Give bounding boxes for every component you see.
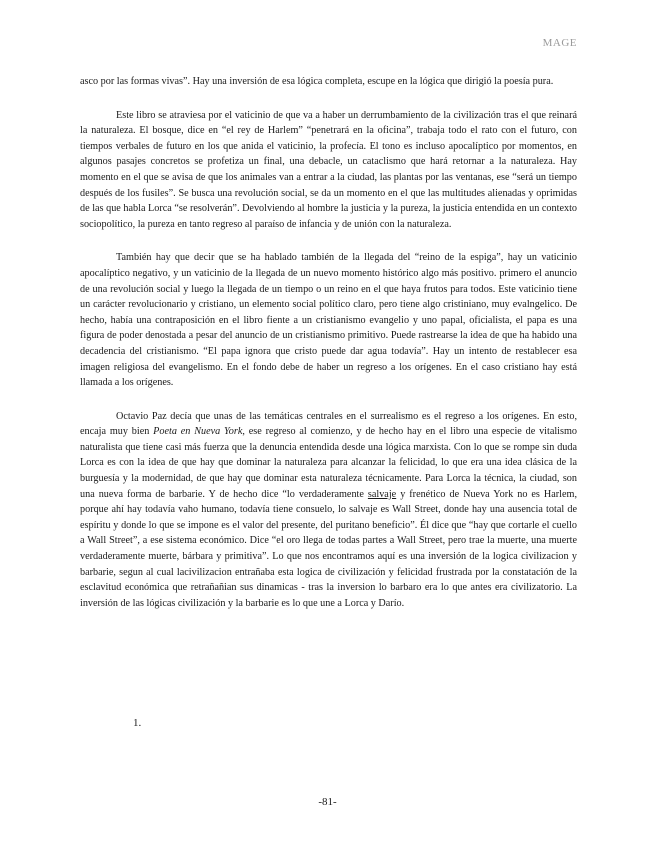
paragraph-2: Este libro se atraviesa por el vaticinio de que va a haber un derrumbamiento de la civilización tras el que reinará la naturaleza. El bosque, dice en “el rey de Harlem” “penetrará en la oficina”, trabaja todo el rato con el futuro, con tiempos verbales de futuro en los que anida el vaticinio, la profecía. El tono es incluso apocalíptico por momentos, en algunos pasajes concretos se profetiza un final, una debacle, un cataclismo que hará retornar a la naturaleza. Hay momento en el que se avisa de que los animales van a entrar a la ciudad, las plantas por las ventanas, ese “será un tiempo después de los fusiles”. Se busca una revolución social, se da un momento en el que las multitudes alienadas y oprimidas de las que habla Lorca “se resolverán”. Devolviendo al hombre la justicia y la pureza, la justicia entendida en un contexto sociopolítico, la pureza en tanto regreso al paraíso de infancia y de unión con la naturaleza. (80, 109, 577, 230)
paragraph-4-text-c: y frenético de Nueva York no es Harlem, porque ahí hay todavía vaho humano, todavía tiene consuelo, lo salvaje es Wall Street, donde hay una ausencia total de espíritu y donde lo que se impone es el valor del presente, del puritano beneficio”. Él dice que “hay que cortarle el cuello a Wall Street”, a ese sistema económico. Dice “el oro llega de todas partes a Wall Street, pero trae la muerte, una muerte verdaderamente muerte, bárbara y primitiva”. Lo que nos encontramos aquí es una inversión de la logica civilizacion y barbarie, segun al cual lacivilizacion entrañaba esta logica de civilización y felicidad frustrada por la constatación de la esclavitud económica que retrañañian sus dinamicas - tras la inversion lo barbaro era lo que antes era civilizatorio. La inversión de las lógicas civilización y la barbarie es lo que une a Lorca y Darío. (80, 488, 577, 609)
page-number: -81- (318, 796, 337, 808)
paragraph-4-text-a: Octavio Paz decía que unas de las temáticas centrales en el surrealismo es el regreso a los orígenes. En esto, encaja muy bien (80, 410, 577, 438)
book-title: Poeta en Nueva York (153, 426, 243, 438)
running-header: MAGE (542, 37, 577, 49)
document-body (80, 74, 577, 629)
footnote-marker: 1. (133, 717, 142, 729)
paragraph-3: También hay que decir que se ha hablado también de la llegada del “reino de la espiga”, hay un vaticinio apocalíptico negativo, y un vaticinio de la llegada de un nuevo momento histórico algo más positivo. primero el anuncio de una revolución social y luego la llegada de un tiempo o un reino en el que haya frutos para todos. Este vaticinio tiene un carácter revolucionario y cristiano, un elemento social político claro, pero tiene algo cristiniano, muy evalngelico. De hecho, había una contraposición en el libro fiente a un cristianismo evangelio y uno papal, oficialista, el papa es una figura de poder denostada a pesar del anuncio de un cristianismo primitivo. Puede rastrearse la idea de que ha habido una decadencia del cristianismo. “El papa ignora que cristo puede dar agua todavía”. Hay un intento de restablecer esa imagen religiosa del evangelismo. En el fondo debe de haber un regreso a los orígenes. En el caso cristiano hay está llamada a los orígenes. (80, 252, 577, 389)
paragraph-1: asco por las formas vivas”. Hay una inversión de esa lógica completa, escupe en la lógica que dirigió la poesía pura. (80, 76, 554, 87)
paragraph-4-text-b: , ese regreso al comienzo, y de hecho hay en el libro una especie de vitalismo naturalista que tiene casi más fuerza que la denuncia entendida desde una lógica marxista. Con lo que se rompe sin duda Lorca es con la idea de que hay que dominar la naturaleza para alcanzar la felicidad, lo que era una idea clásica de la burguesía y la modernidad, de que hay que dominar esta naturaleza técnicamente. Para Lorca la técnica, la ciudad, son una nueva forma de barbarie. Y de hecho dice “lo verdaderamente (80, 426, 577, 500)
underlined-word: salvaje (367, 488, 397, 500)
paragraph-4 (80, 409, 577, 612)
